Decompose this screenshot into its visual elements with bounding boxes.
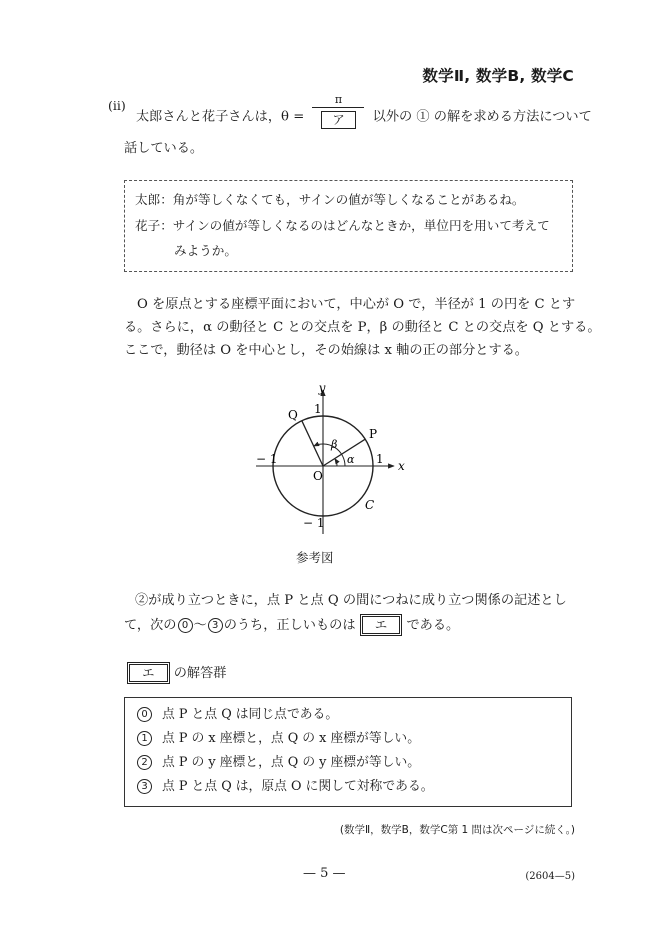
answer-box-a: ア bbox=[321, 111, 356, 129]
prompt-line2 bbox=[124, 614, 459, 637]
choice-text: 点 P と点 Q は，原点 O に関して対称である。 bbox=[162, 779, 434, 794]
tick-pos-x: 1 bbox=[376, 452, 384, 466]
answer-group-heading bbox=[127, 662, 226, 685]
choice-0[interactable] bbox=[136, 703, 434, 727]
x-axis-label: x bbox=[398, 459, 405, 473]
answer-group-box: エ bbox=[127, 662, 170, 684]
range-sep: 〜 bbox=[193, 618, 207, 633]
y-axis-label: y bbox=[318, 381, 326, 395]
tick-neg-x: − 1 bbox=[256, 452, 278, 466]
choice-text: 点 P の x 座標と，点 Q の x 座標が等しい。 bbox=[162, 731, 421, 746]
answer-group-title: の解答群 bbox=[173, 666, 227, 681]
choice-1[interactable] bbox=[136, 727, 434, 751]
page-number: — 5 — bbox=[303, 866, 346, 881]
prompt-line1 bbox=[135, 590, 567, 612]
dialog-line-hanako-cont: みようか。 bbox=[174, 243, 237, 258]
alpha-arc bbox=[335, 459, 337, 467]
tick-pos-y: 1 bbox=[314, 402, 322, 416]
continuation-note: (数学Ⅱ，数学B，数学C第 1 問は次ページに続く。) bbox=[339, 824, 575, 836]
setup-line3: ここで，動径は O を中心とし，その始線は x 軸の正の部分とする。 bbox=[124, 343, 528, 358]
alpha-label: α bbox=[347, 453, 355, 466]
range-end-circled: 3 bbox=[208, 618, 223, 633]
choice-number: 3 bbox=[137, 779, 152, 794]
choice-3[interactable] bbox=[136, 775, 434, 799]
speaker-hanako: 花子： bbox=[135, 218, 173, 233]
taro-text: 角が等しくなくても，サインの値が等しくなることがあるね。 bbox=[172, 192, 525, 207]
prompt-text1: が成り立つときに，点 P と点 Q の間につねに成り立つ関係の記述とし bbox=[148, 593, 567, 608]
range-start-circled: 0 bbox=[178, 618, 193, 633]
point-q-label: Q bbox=[288, 408, 298, 422]
prompt-marker: ② bbox=[135, 593, 149, 608]
question-intro-line2: 話している。 bbox=[124, 141, 204, 156]
point-p-label: P bbox=[369, 427, 378, 441]
prompt-text2-after: である。 bbox=[406, 618, 460, 633]
item-number: (ii) bbox=[108, 98, 126, 113]
prompt-text2-before: て，次の bbox=[124, 618, 177, 633]
origin-label: O bbox=[313, 469, 323, 483]
intro-before: 太郎さんと花子さんは，θ = bbox=[136, 109, 305, 125]
setup-line1: O を原点とする座標平面において，中心が O で，半径が 1 の円を C とす bbox=[137, 297, 576, 312]
radius-oq bbox=[302, 421, 323, 466]
choices-list bbox=[136, 703, 434, 799]
setup-line2: る。さらに，α の動径と C との交点を P，β の動径と C との交点を Q とする。 bbox=[124, 320, 601, 335]
choice-text: 点 P と点 Q は同じ点である。 bbox=[162, 707, 339, 722]
hanako-text: サインの値が等しくなるのはどんなときか，単位円を用いて考えて bbox=[172, 218, 550, 233]
speaker-taro: 太郎： bbox=[135, 192, 173, 207]
choice-number: 2 bbox=[137, 755, 152, 770]
radius-op bbox=[323, 439, 365, 466]
prompt-text2-mid: のうち，正しいものは bbox=[223, 618, 356, 633]
choice-number: 0 bbox=[137, 707, 152, 722]
choice-number: 1 bbox=[137, 731, 152, 746]
figure-caption: 参考図 bbox=[296, 550, 334, 565]
subject-header: 数学Ⅱ, 数学B, 数学C bbox=[422, 67, 574, 85]
choice-text: 点 P の y 座標と，点 Q の y 座標が等しい。 bbox=[162, 755, 421, 770]
beta-label: β bbox=[331, 438, 338, 451]
tick-neg-y: − 1 bbox=[303, 516, 325, 530]
answer-box-e: エ bbox=[360, 614, 403, 636]
intro-after: 以外の ① の解を求める方法について bbox=[372, 109, 592, 125]
circle-c-label: C bbox=[365, 498, 375, 512]
choice-2[interactable] bbox=[136, 751, 434, 775]
page-code: (2604—5) bbox=[525, 871, 575, 882]
fraction-numerator: π bbox=[334, 93, 343, 106]
